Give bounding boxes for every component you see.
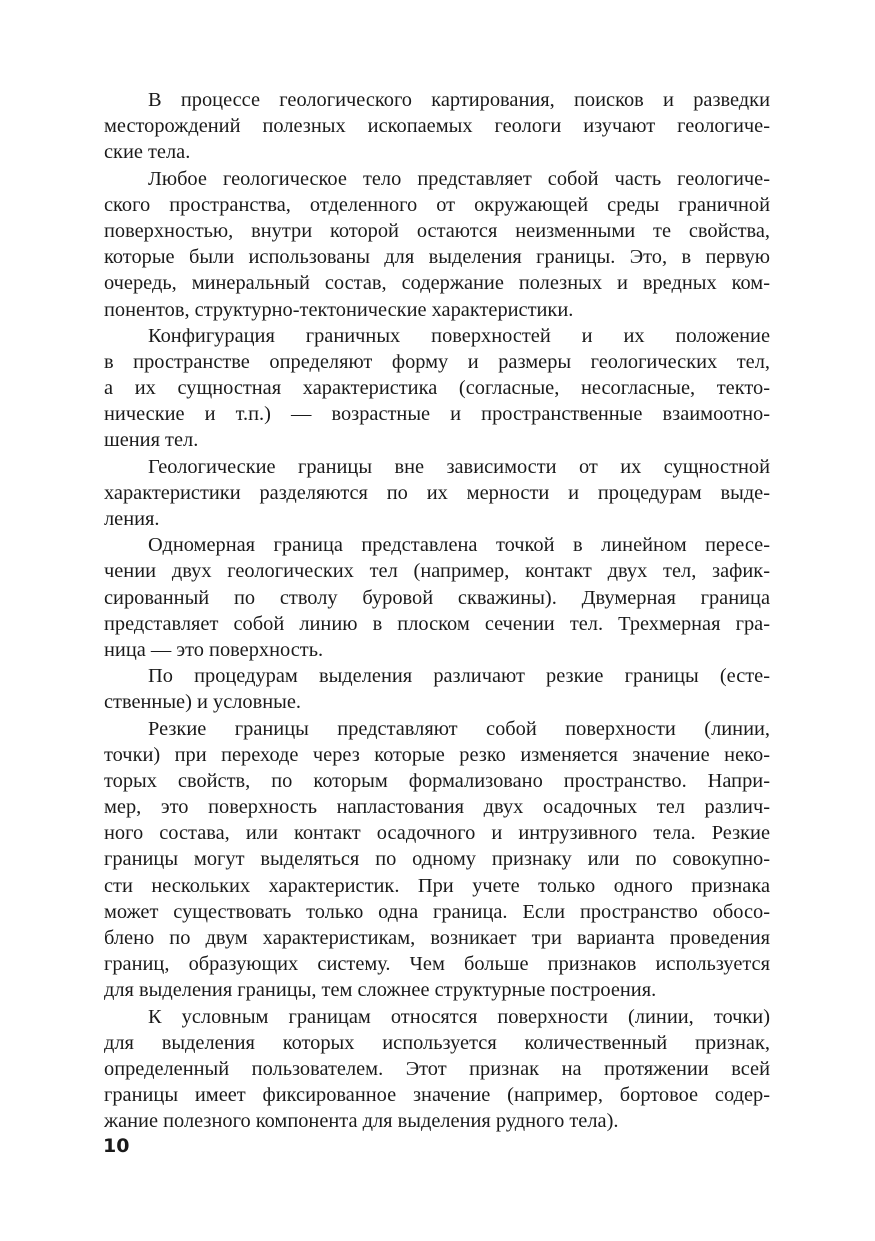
text-line: ского пространства, отделенного от окружающей среды граничной [104,193,770,216]
text-line: границ, образующих систему. Чем больше признаков используется [104,953,770,976]
text-line: блено по двум характеристикам, возникает три варианта проведения [104,927,770,949]
text-line: очередь, минеральный состав, содержание полезных и вредных ком- [104,272,770,295]
text-line: поверхностью, внутри которой остаются неизменными те свойства, [104,219,770,242]
text-line: характеристики разделяются по их мерности и процедурам выде- [104,481,770,504]
text-line: К условным границам относятся поверхности (линии, точки) [148,1005,770,1028]
text-line: Одномерная граница представлена точкой в линейном пересе- [148,534,770,557]
text-line: ственные) и условные. [104,691,301,714]
text-line: В процессе геологического картирования, поисков и разведки [148,89,770,111]
text-line: Резкие границы представляют собой поверхности (линии, [148,717,770,740]
text-line: для выделения которых используется количественный признак, [104,1031,770,1054]
paragraph [104,323,770,454]
text-line: Конфигурация граничных поверхностей и их положение [148,324,770,347]
text-line: ница — это поверхность. [104,638,324,661]
text-line: торых свойств, по которым формализовано пространство. Напри- [104,769,770,792]
text-line: шения тел. [104,429,199,452]
text-line: ления. [104,508,160,530]
paragraph [104,716,770,1004]
text-line: которые были использованы для выделения границы. Это, в первую [104,246,770,269]
text-line: месторождений полезных ископаемых геологи изучают геологиче- [104,115,770,138]
paragraph [104,532,770,663]
text-line: нические и т.п.) — возрастные и пространственные взаимоотно- [104,403,770,426]
body-text [104,87,770,1135]
paragraph [104,663,770,715]
text-line: сти нескольких характеристик. При учете только одного признака [104,874,770,897]
text-line: ного состава, или контакт осадочного и интрузивного тела. Резкие [104,822,770,845]
text-line: По процедурам выделения различают резкие границы (есте- [148,665,770,688]
text-line: точки) при переходе через которые резко изменяется значение неко- [104,743,770,766]
text-line: понентов, структурно-тектонические характеристики. [104,298,574,321]
paragraph [104,166,770,323]
text-line: сированный по стволу буровой скважины). Двумерная граница [104,586,770,609]
text-line: Геологические границы вне зависимости от их сущностной [148,455,770,478]
paragraph [104,454,770,533]
text-line: ские тела. [104,141,191,164]
text-line: жание полезного компонента для выделения рудного тела). [104,1110,619,1133]
text-line: границы могут выделяться по одному признаку или по совокупно- [104,848,770,871]
text-line: мер, это поверхность напластования двух осадочных тел различ- [104,796,770,819]
paragraph [104,87,770,166]
text-line: Любое геологическое тело представляет собой часть геологиче- [148,167,770,190]
text-line: представляет собой линию в плоском сечении тел. Трехмерная гра- [104,612,770,635]
text-line: чении двух геологических тел (например, контакт двух тел, зафик- [104,560,770,583]
text-line: границы имеет фиксированное значение (например, бортовое содер- [104,1084,770,1107]
text-line: может существовать только одна граница. Если пространство обосо- [104,900,770,923]
text-line: для выделения границы, тем сложнее структурные построения. [104,979,657,1002]
page-number: 10 [103,1135,130,1157]
text-line: а их сущностная характеристика (согласные, несогласные, текто- [104,377,770,400]
text-line: в пространстве определяют форму и размеры геологических тел, [104,350,770,373]
text-line: определенный пользователем. Этот признак на протяжении всей [104,1057,770,1080]
paragraph [104,1004,770,1135]
